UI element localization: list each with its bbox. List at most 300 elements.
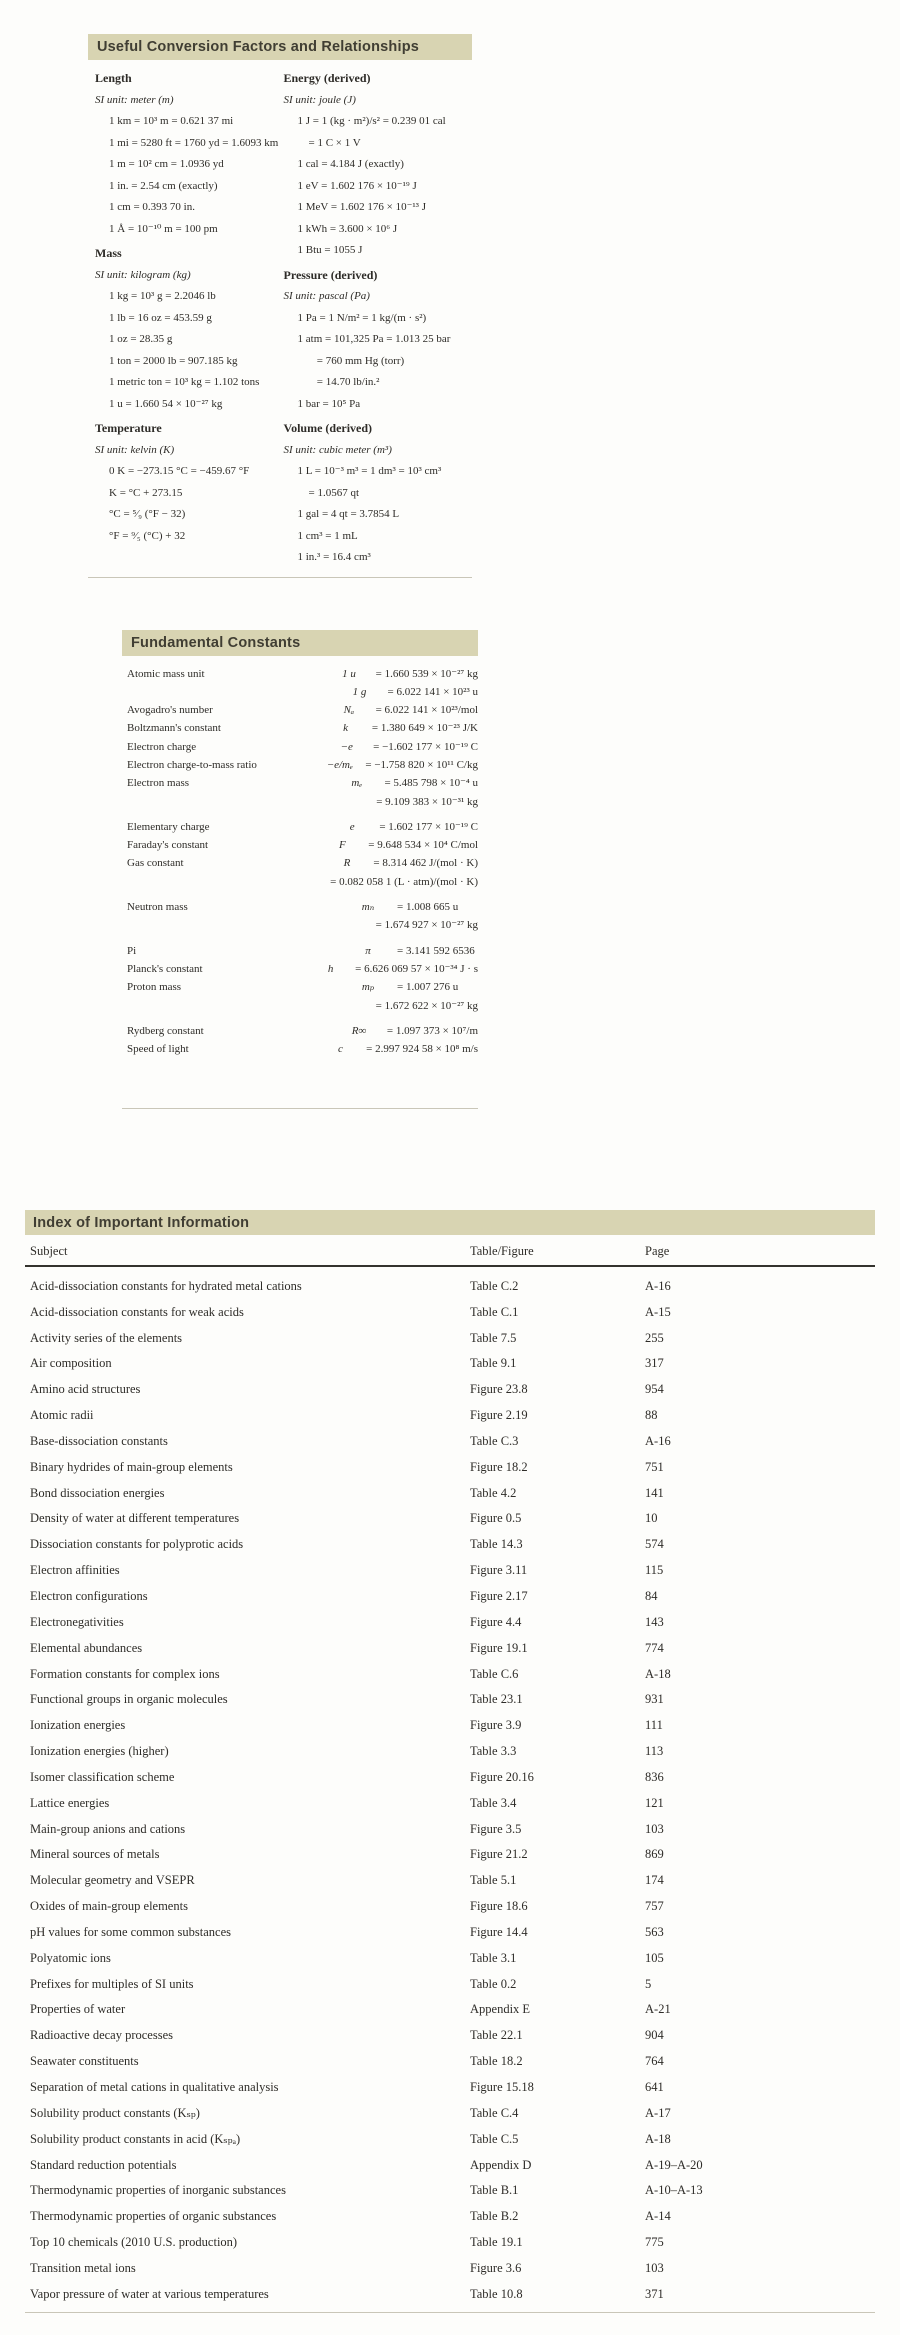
index-table-figure: Table 7.5 (470, 1330, 517, 1345)
index-subject: Acid-dissociation constants for hydrated metal cations (30, 1278, 302, 1293)
index-table-figure: Table 10.8 (470, 2286, 523, 2301)
conversion-line: 1 gal = 4 qt = 3.7854 L (297, 508, 400, 520)
constant-name (127, 793, 323, 811)
index-subject: Radioactive decay processes (30, 2028, 173, 2043)
constant-name: Pi (127, 944, 137, 957)
group-heading: Mass (95, 246, 122, 260)
conversion-line: 1 MeV = 1.602 176 × 10⁻¹³ J (297, 201, 426, 213)
index-row (25, 1454, 875, 1480)
index-table-figure: Table 3.1 (470, 1950, 517, 1965)
index-row (25, 1661, 875, 1687)
conversion-line: 1 eV = 1.602 176 × 10⁻¹⁹ J (297, 179, 417, 192)
conversion-title-band (88, 34, 472, 60)
index-page: 563 (645, 1924, 664, 1939)
constant-row (127, 774, 478, 792)
constant-row (127, 960, 478, 978)
index-row (25, 1945, 875, 1971)
group-si-unit: SI unit: kelvin (K) (95, 443, 175, 456)
index-subject: Main-group anions and cations (30, 1821, 186, 1836)
constant-name (127, 683, 332, 701)
constant-symbol: F (338, 839, 346, 852)
index-table-figure: Table 5.1 (470, 1873, 517, 1888)
constant-symbol: 1 u (342, 667, 356, 680)
index-subject: Electron affinities (30, 1563, 120, 1578)
index-row (25, 1429, 875, 1455)
group-heading: Temperature (95, 421, 162, 435)
constant-row (127, 854, 478, 872)
index-row (25, 1325, 875, 1351)
constants-section (122, 630, 478, 1110)
conversion-line: 1 Å = 10⁻¹⁰ m = 100 pm (109, 222, 218, 235)
index-title-band (25, 1210, 875, 1235)
index-table-figure: Table B.1 (470, 2183, 519, 2198)
index-row (25, 1739, 875, 1765)
constant-value: = 1.672 622 × 10⁻²⁷ kg (375, 999, 478, 1012)
group-si-unit: SI unit: joule (J) (283, 93, 356, 106)
constant-symbol: e (349, 820, 355, 833)
index-table-figure: Figure 2.17 (470, 1588, 528, 1603)
conversion-columns (88, 68, 472, 569)
index-table-figure: Table 3.4 (470, 1795, 517, 1810)
constant-symbol (322, 916, 375, 934)
conversion-title: Useful Conversion Factors and Relationships (97, 39, 420, 55)
index-row (25, 2178, 875, 2204)
constant-symbol: 1 g (352, 685, 367, 698)
index-subject: Thermodynamic properties of inorganic substances (30, 2183, 286, 2198)
group-si-unit: SI unit: pascal (Pa) (283, 290, 370, 302)
index-row (25, 1971, 875, 1997)
index-subject: Polyatomic ions (30, 1950, 111, 1965)
index-page: 317 (645, 1356, 664, 1371)
index-subject: Ionization energies (higher) (30, 1744, 169, 1759)
constant-name (127, 873, 287, 891)
index-table-figure: Appendix E (470, 2002, 531, 2017)
index-table (25, 1267, 875, 2307)
index-row (25, 2152, 875, 2178)
index-subject: Properties of water (30, 2002, 126, 2017)
conversion-group-energy (284, 68, 473, 262)
index-subject: Oxides of main-group elements (30, 1899, 188, 1914)
index-subject: Base-dissociation constants (30, 1433, 168, 1448)
index-page: 774 (645, 1640, 664, 1655)
conversion-line: 1 mi = 5280 ft = 1760 yd = 1.6093 km (109, 136, 279, 149)
conversion-line: 0 K = −273.15 °C = −459.67 °F (109, 465, 250, 477)
index-table-figure: Table 23.1 (470, 1692, 523, 1707)
index-table-figure: Table C.4 (470, 2105, 519, 2120)
constant-symbol: π (365, 944, 371, 957)
constant-row (127, 701, 478, 719)
constant-name: Avogadro's number (127, 704, 213, 717)
constant-value: = 1.380 649 × 10⁻²³ J/K (371, 722, 478, 735)
conversion-line: 1 Btu = 1055 J (297, 244, 363, 256)
index-table-figure: Table 19.1 (470, 2235, 523, 2250)
constant-row (127, 719, 478, 737)
constant-symbol: mₙ (361, 901, 375, 914)
index-row (25, 1713, 875, 1739)
index-subject: Elemental abundances (30, 1640, 143, 1655)
constants-title: Fundamental Constants (131, 634, 301, 651)
group-lines (95, 111, 284, 240)
constant-row (127, 756, 478, 774)
group-lines (284, 111, 473, 262)
constant-symbol: k (343, 722, 349, 735)
constant-row (127, 978, 478, 996)
index-row (25, 1584, 875, 1610)
index-table-figure: Figure 3.11 (470, 1563, 528, 1578)
constant-row (127, 836, 478, 854)
index-table-figure: Figure 0.5 (470, 1511, 522, 1526)
index-table-figure: Figure 18.2 (470, 1459, 528, 1474)
conversion-line: 1 bar = 10⁵ Pa (297, 397, 361, 410)
constant-name: Neutron mass (127, 901, 188, 914)
index-row (25, 1842, 875, 1868)
conversion-group-temperature (95, 418, 284, 547)
constant-value: = 9.109 383 × 10⁻³¹ kg (376, 795, 478, 808)
index-subject: Lattice energies (30, 1795, 110, 1810)
index-row (25, 1377, 875, 1403)
constants-title-band (122, 630, 478, 656)
conversion-line: 1 km = 10³ m = 0.621 37 mi (109, 115, 234, 127)
constant-row (127, 738, 478, 756)
group-heading: Length (95, 71, 132, 85)
divider (122, 1108, 478, 1109)
constant-name: Atomic mass unit (127, 667, 205, 680)
index-table-figure: Table 0.2 (470, 1976, 517, 1991)
index-table-figure: Table 18.2 (470, 2054, 523, 2069)
index-page: 113 (645, 1744, 664, 1759)
conversion-line: = 1.0567 qt (297, 486, 360, 499)
index-subject: Amino acid structures (30, 1382, 141, 1397)
index-subject: Electron configurations (30, 1588, 148, 1603)
index-subject: Acid-dissociation constants for weak acids (30, 1304, 244, 1319)
index-page: 143 (645, 1614, 664, 1629)
constant-symbol: R∞ (351, 1024, 367, 1037)
index-table-figure: Figure 21.2 (470, 1847, 528, 1862)
index-subject: Formation constants for complex ions (30, 1666, 220, 1681)
group-si-unit: SI unit: meter (m) (95, 93, 174, 106)
conversion-line: °C = ⁵⁄₉ (°F − 32) (109, 508, 186, 520)
conversion-line: 1 oz = 28.35 g (109, 333, 173, 345)
index-page: 775 (645, 2235, 664, 2250)
index-row (25, 1532, 875, 1558)
group-heading: Pressure (derived) (283, 267, 378, 282)
index-subject: Activity series of the elements (30, 1330, 183, 1345)
conversion-line: = 14.70 lb/in.² (297, 376, 380, 388)
constant-symbol: mₚ (361, 981, 375, 994)
index-page: 255 (645, 1330, 664, 1345)
index-table-figure: Figure 19.1 (470, 1640, 528, 1655)
index-subject: Atomic radii (30, 1408, 94, 1423)
index-row (25, 1920, 875, 1946)
index-row (25, 1790, 875, 1816)
constant-row (127, 916, 478, 934)
index-row (25, 1687, 875, 1713)
index-page: 757 (645, 1899, 664, 1914)
constant-row (127, 942, 478, 960)
index-header-table-figure: Table/Figure (470, 1244, 534, 1259)
index-row (25, 2126, 875, 2152)
constant-value: = 1.007 276 u (397, 981, 459, 994)
group-si-unit: SI unit: kilogram (kg) (95, 268, 191, 281)
constant-name: Rydberg constant (127, 1024, 204, 1037)
constant-name: Proton mass (127, 981, 182, 994)
conversion-group-pressure (284, 265, 473, 416)
conversion-section (88, 34, 472, 578)
index-row (25, 1816, 875, 1842)
group-lines (95, 461, 284, 547)
constant-symbol: c (337, 1043, 343, 1056)
constant-symbol (322, 997, 375, 1015)
index-row (25, 2256, 875, 2282)
index-table-figure: Figure 2.19 (470, 1408, 528, 1423)
constant-value: = 1.674 927 × 10⁻²⁷ kg (375, 919, 478, 932)
conversion-line: 1 lb = 16 oz = 453.59 g (109, 311, 212, 324)
index-page: A-15 (645, 1304, 671, 1319)
index-page: 371 (645, 2286, 664, 2301)
conversion-line: K = °C + 273.15 (109, 486, 183, 499)
index-page: 103 (645, 2260, 664, 2275)
index-header-row (25, 1235, 875, 1267)
index-row (25, 2204, 875, 2230)
index-row (25, 1480, 875, 1506)
constant-value: = 1.097 373 × 10⁷/m (386, 1024, 478, 1037)
group-si-unit: SI unit: cubic meter (m³) (283, 443, 392, 456)
index-row (25, 1764, 875, 1790)
index-table-figure: Figure 4.4 (470, 1614, 522, 1629)
index-subject: Binary hydrides of main-group elements (30, 1459, 233, 1474)
index-subject: Molecular geometry and VSEPR (30, 1873, 195, 1888)
constant-name: Electron charge (127, 740, 197, 753)
conversion-group-length (95, 68, 284, 240)
conversion-line: 1 atm = 101,325 Pa = 1.013 25 bar (297, 333, 451, 345)
constant-name: Elementary charge (127, 820, 210, 833)
constant-value: = 6.626 069 57 × 10⁻³⁴ J · s (355, 962, 478, 975)
index-table-figure: Figure 18.6 (470, 1899, 528, 1914)
index-table-figure: Table B.2 (470, 2209, 519, 2224)
constant-row (127, 818, 478, 836)
index-page: 88 (645, 1408, 658, 1423)
index-table-figure: Appendix D (470, 2157, 532, 2172)
conversion-line: 1 metric ton = 10³ kg = 1.102 tons (109, 376, 260, 388)
conversion-line: 1 cm³ = 1 mL (297, 529, 358, 542)
index-row (25, 2100, 875, 2126)
index-page: 103 (645, 1821, 664, 1836)
index-page: 141 (645, 1485, 664, 1500)
index-subject: Functional groups in organic molecules (30, 1692, 228, 1707)
constant-value: = −1.758 820 × 10¹¹ C/kg (365, 758, 478, 771)
index-subject: Mineral sources of metals (30, 1847, 160, 1862)
index-page: A-16 (645, 1278, 671, 1293)
index-subject: Density of water at different temperatures (30, 1511, 240, 1526)
constant-symbol: h (327, 962, 334, 975)
index-table-figure: Figure 3.5 (470, 1821, 522, 1836)
index-page: A-18 (645, 1666, 671, 1681)
group-lines (95, 286, 284, 415)
conversion-line: 1 kWh = 3.600 × 10⁶ J (297, 222, 398, 235)
divider (88, 577, 472, 578)
index-subject: pH values for some common substances (30, 1924, 232, 1939)
index-subject: Seawater constituents (30, 2054, 139, 2069)
index-page: 869 (645, 1847, 664, 1862)
group-lines (284, 461, 473, 569)
index-subject: Prefixes for multiples of SI units (30, 1976, 194, 1991)
index-row (25, 2230, 875, 2256)
index-row (25, 1894, 875, 1920)
index-page: 121 (645, 1795, 664, 1810)
constant-symbol: −e (340, 740, 353, 753)
index-page: 574 (645, 1537, 664, 1552)
index-page: A-16 (645, 1433, 671, 1448)
constant-symbol (323, 793, 377, 811)
index-page: A-18 (645, 2131, 671, 2146)
constant-value: = −1.602 177 × 10⁻¹⁹ C (373, 740, 478, 753)
constants-table (122, 665, 478, 1059)
constant-name: Gas constant (127, 857, 184, 870)
index-table-figure: Table 14.3 (470, 1537, 523, 1552)
index-page: 115 (645, 1563, 664, 1578)
index-row (25, 2023, 875, 2049)
conversion-line: 1 in.³ = 16.4 cm³ (297, 551, 371, 563)
index-page: 10 (645, 1511, 658, 1526)
group-heading: Energy (derived) (283, 71, 371, 85)
index-subject: Thermodynamic properties of organic substances (30, 2209, 277, 2224)
constant-value: = 9.648 534 × 10⁴ C/mol (368, 839, 478, 852)
index-title: Index of Important Information (33, 1214, 250, 1231)
index-row (25, 1558, 875, 1584)
index-page: A-19–A-20 (645, 2157, 703, 2172)
constant-name: Boltzmann's constant (127, 722, 221, 735)
index-page: 764 (645, 2054, 664, 2069)
constant-row (127, 997, 478, 1015)
index-header-page: Page (645, 1244, 670, 1259)
index-page: 84 (645, 1588, 658, 1603)
constant-value: = 1.602 177 × 10⁻¹⁹ C (379, 820, 478, 833)
constant-value: = 6.022 141 × 10²³ u (387, 685, 478, 698)
constant-name (127, 916, 322, 934)
constant-name: Speed of light (127, 1043, 189, 1056)
constant-value: = 1.008 665 u (397, 901, 459, 914)
conversion-line: 1 ton = 2000 lb = 907.185 kg (109, 354, 238, 367)
index-page: A-17 (645, 2105, 671, 2120)
index-row (25, 1609, 875, 1635)
conversion-line: = 760 mm Hg (torr) (297, 354, 405, 367)
index-table-figure: Table C.2 (470, 1278, 519, 1293)
constant-value: = 6.022 141 × 10²³/mol (375, 704, 478, 717)
index-page: 641 (645, 2080, 664, 2095)
index-table-figure: Table C.5 (470, 2131, 519, 2146)
constant-symbol: Nₐ (343, 704, 355, 717)
index-row (25, 2049, 875, 2075)
constant-value: = 0.082 058 1 (L · atm)/(mol · K) (330, 875, 478, 888)
index-subject: Separation of metal cations in qualitative analysis (30, 2080, 279, 2095)
index-subject: Isomer classification scheme (30, 1769, 175, 1784)
constant-row (127, 793, 478, 811)
index-page: A-10–A-13 (645, 2183, 703, 2198)
index-row (25, 1273, 875, 1299)
constant-row (127, 1022, 478, 1040)
constant-value: = 1.660 539 × 10⁻²⁷ kg (375, 667, 478, 680)
constant-name: Electron charge-to-mass ratio (127, 758, 257, 771)
constant-name: Faraday's constant (127, 839, 209, 852)
conversion-line: 1 cal = 4.184 J (exactly) (297, 158, 404, 170)
index-page: A-14 (645, 2209, 671, 2224)
conversion-line: 1 J = 1 (kg · m²)/s² = 0.239 01 cal (297, 115, 446, 127)
index-row (25, 1299, 875, 1325)
index-subject: Bond dissociation energies (30, 1485, 165, 1500)
constant-symbol: mₑ (351, 777, 363, 790)
index-row (25, 2281, 875, 2307)
conversion-line: 1 m = 10² cm = 1.0936 yd (109, 158, 224, 170)
index-table-figure: Figure 15.18 (470, 2080, 534, 2095)
index-table-figure: Figure 23.8 (470, 1382, 528, 1397)
index-table-figure: Table 22.1 (470, 2028, 523, 2043)
index-page: 836 (645, 1769, 664, 1784)
index-table-figure: Table C.3 (470, 1433, 519, 1448)
constant-value: = 5.485 798 × 10⁻⁴ u (384, 777, 478, 790)
index-subject: Solubility product constants (Kₛₚ) (30, 2106, 200, 2121)
constant-symbol (287, 873, 331, 891)
index-subject: Transition metal ions (30, 2260, 136, 2275)
conversion-line: 1 cm = 0.393 70 in. (109, 201, 195, 213)
index-table-figure: Table 3.3 (470, 1744, 517, 1759)
constant-name: Electron mass (127, 777, 190, 790)
index-page: 5 (645, 1976, 652, 1991)
index-row (25, 2075, 875, 2101)
index-row (25, 1506, 875, 1532)
index-subject: Electronegativities (30, 1614, 124, 1629)
index-table-figure: Table C.1 (470, 1304, 519, 1319)
divider (25, 2312, 875, 2313)
index-page: 931 (645, 1692, 664, 1707)
constant-row (127, 898, 478, 916)
index-table-figure: Figure 3.6 (470, 2260, 522, 2275)
index-subject: Dissociation constants for polyprotic acids (30, 1537, 244, 1552)
index-table-figure: Figure 20.16 (470, 1769, 534, 1784)
index-page: 174 (645, 1873, 664, 1888)
constant-row (127, 683, 478, 701)
group-heading: Volume (derived) (283, 421, 373, 435)
index-subject: Top 10 chemicals (2010 U.S. production) (30, 2235, 238, 2250)
index-table-figure: Table 4.2 (470, 1485, 517, 1500)
index-page: 105 (645, 1950, 664, 1965)
conversion-line: 1 L = 10⁻³ m³ = 1 dm³ = 10³ cm³ (297, 465, 442, 477)
index-subject: Air composition (30, 1356, 112, 1371)
index-row (25, 1868, 875, 1894)
index-page: 111 (645, 1718, 663, 1733)
index-table-figure: Figure 3.9 (470, 1718, 522, 1733)
conversion-line: 1 Pa = 1 N/m² = 1 kg/(m · s²) (297, 311, 427, 324)
conversion-line: °F = ⁹⁄₅ (°C) + 32 (109, 529, 186, 542)
index-page: 954 (645, 1382, 664, 1397)
index-section (25, 1210, 875, 2313)
index-page: A-21 (645, 2002, 671, 2017)
conversion-line: 1 in. = 2.54 cm (exactly) (109, 179, 218, 192)
constant-name: Planck's constant (127, 962, 203, 975)
conversion-group-mass (95, 243, 284, 415)
index-page: 751 (645, 1459, 664, 1474)
constant-row (127, 1040, 478, 1058)
index-row (25, 1997, 875, 2023)
index-table-figure: Table 9.1 (470, 1356, 517, 1371)
index-subject: Solubility product constants in acid (Kₛₚₐ) (30, 2132, 241, 2147)
constant-value: = 8.314 462 J/(mol · K) (373, 857, 478, 870)
conversion-group-volume (284, 418, 473, 569)
index-table-figure: Figure 14.4 (470, 1924, 528, 1939)
index-subject: Vapor pressure of water at various temperatures (30, 2286, 269, 2301)
constant-value: = 2.997 924 58 × 10⁸ m/s (366, 1043, 478, 1056)
index-table-figure: Table C.6 (470, 1666, 519, 1681)
constant-value: = 3.141 592 6536 (397, 944, 475, 957)
